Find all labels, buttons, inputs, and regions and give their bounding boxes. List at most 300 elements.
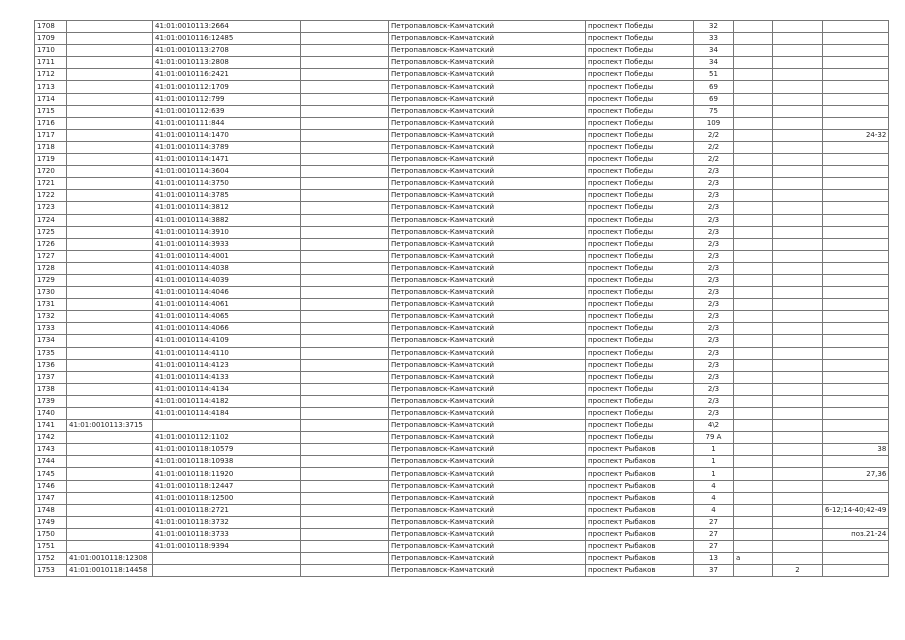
city-cell: Петропавловск-Камчатский: [389, 238, 586, 250]
street-cell: проспект Рыбаков: [586, 516, 694, 528]
building-cell: [773, 81, 823, 93]
house-letter-cell: [734, 190, 773, 202]
empty-cell: [301, 238, 389, 250]
city-cell: Петропавловск-Камчатский: [389, 178, 586, 190]
city-cell: Петропавловск-Камчатский: [389, 420, 586, 432]
row-number: 1732: [35, 311, 67, 323]
house-number-cell: 27: [694, 528, 734, 540]
house-letter-cell: [734, 178, 773, 190]
city-cell: Петропавловск-Камчатский: [389, 553, 586, 565]
cadastral-number-building: [67, 444, 153, 456]
building-cell: [773, 553, 823, 565]
empty-cell: [301, 335, 389, 347]
table-row: [35, 432, 889, 444]
cadastral-number-building: [67, 383, 153, 395]
apartment-numbers-cell: 24-32: [823, 129, 889, 141]
table-row: [35, 69, 889, 81]
empty-cell: [301, 262, 389, 274]
street-cell: проспект Рыбаков: [586, 565, 694, 577]
cadastral-number-building: [67, 408, 153, 420]
row-number: 1753: [35, 565, 67, 577]
city-cell: Петропавловск-Камчатский: [389, 214, 586, 226]
cadastral-number-building: [67, 129, 153, 141]
apartment-numbers-cell: [823, 432, 889, 444]
empty-cell: [301, 190, 389, 202]
street-cell: проспект Победы: [586, 81, 694, 93]
house-letter-cell: [734, 117, 773, 129]
row-number: 1722: [35, 190, 67, 202]
building-cell: [773, 202, 823, 214]
table-row: [35, 117, 889, 129]
table-row: [35, 81, 889, 93]
house-number-cell: 2/3: [694, 238, 734, 250]
house-letter-cell: [734, 45, 773, 57]
apartment-numbers-cell: 6-12;14-40;42-49: [823, 504, 889, 516]
cadastral-number-premises: 41:01:0010112:1102: [153, 432, 301, 444]
house-number-cell: 2/3: [694, 250, 734, 262]
table-row: [35, 299, 889, 311]
cadastral-number-premises: 41:01:0010118:9394: [153, 541, 301, 553]
house-letter-cell: [734, 468, 773, 480]
city-cell: Петропавловск-Камчатский: [389, 359, 586, 371]
cadastral-number-premises: 41:01:0010118:3732: [153, 516, 301, 528]
empty-cell: [301, 553, 389, 565]
house-number-cell: 37: [694, 565, 734, 577]
street-cell: проспект Рыбаков: [586, 553, 694, 565]
table-row: [35, 541, 889, 553]
table-row: [35, 33, 889, 45]
apartment-numbers-cell: [823, 516, 889, 528]
house-number-cell: 1: [694, 444, 734, 456]
cadastral-number-building: [67, 81, 153, 93]
house-number-cell: 27: [694, 516, 734, 528]
cadastral-number-premises: 41:01:0010118:11920: [153, 468, 301, 480]
cadastral-number-premises: 41:01:0010114:3910: [153, 226, 301, 238]
apartment-numbers-cell: [823, 21, 889, 33]
building-cell: [773, 250, 823, 262]
row-number: 1723: [35, 202, 67, 214]
house-number-cell: 2/3: [694, 262, 734, 274]
row-number: 1730: [35, 287, 67, 299]
row-number: 1739: [35, 395, 67, 407]
building-cell: [773, 420, 823, 432]
table-row: [35, 57, 889, 69]
cadastral-number-premises: [153, 553, 301, 565]
empty-cell: [301, 202, 389, 214]
building-cell: [773, 154, 823, 166]
table-row: [35, 166, 889, 178]
cadastral-number-premises: 41:01:0010118:3733: [153, 528, 301, 540]
city-cell: Петропавловск-Камчатский: [389, 335, 586, 347]
table-row: [35, 504, 889, 516]
house-number-cell: 2/3: [694, 287, 734, 299]
cadastral-number-building: [67, 395, 153, 407]
city-cell: Петропавловск-Камчатский: [389, 311, 586, 323]
apartment-numbers-cell: [823, 299, 889, 311]
cadastral-number-premises: 41:01:0010114:4066: [153, 323, 301, 335]
city-cell: Петропавловск-Камчатский: [389, 21, 586, 33]
cadastral-number-building: [67, 287, 153, 299]
empty-cell: [301, 468, 389, 480]
cadastral-number-premises: 41:01:0010114:4001: [153, 250, 301, 262]
cadastral-number-building: [67, 45, 153, 57]
building-cell: 2: [773, 565, 823, 577]
building-cell: [773, 214, 823, 226]
cadastral-number-premises: 41:01:0010114:3750: [153, 178, 301, 190]
building-cell: [773, 262, 823, 274]
house-letter-cell: [734, 226, 773, 238]
table-row: [35, 238, 889, 250]
building-cell: [773, 33, 823, 45]
cadastral-number-premises: 41:01:0010114:3812: [153, 202, 301, 214]
table-row: [35, 468, 889, 480]
row-number: 1733: [35, 323, 67, 335]
apartment-numbers-cell: [823, 262, 889, 274]
building-cell: [773, 456, 823, 468]
house-number-cell: 2/3: [694, 190, 734, 202]
building-cell: [773, 395, 823, 407]
row-number: 1708: [35, 21, 67, 33]
cadastral-number-building: 41:01:0010118:12308: [67, 553, 153, 565]
apartment-numbers-cell: [823, 178, 889, 190]
cadastral-number-building: [67, 166, 153, 178]
apartment-numbers-cell: поз.21-24: [823, 528, 889, 540]
apartment-numbers-cell: [823, 287, 889, 299]
row-number: 1740: [35, 408, 67, 420]
cadastral-number-premises: 41:01:0010114:3933: [153, 238, 301, 250]
table-row: [35, 129, 889, 141]
building-cell: [773, 45, 823, 57]
city-cell: Петропавловск-Камчатский: [389, 141, 586, 153]
cadastral-number-building: [67, 21, 153, 33]
row-number: 1724: [35, 214, 67, 226]
cadastral-number-building: [67, 492, 153, 504]
house-number-cell: 4: [694, 492, 734, 504]
house-number-cell: 2/3: [694, 395, 734, 407]
house-number-cell: 75: [694, 105, 734, 117]
street-cell: проспект Победы: [586, 33, 694, 45]
cadastral-number-building: [67, 117, 153, 129]
table-row: [35, 21, 889, 33]
apartment-numbers-cell: [823, 45, 889, 57]
street-cell: проспект Победы: [586, 178, 694, 190]
street-cell: проспект Рыбаков: [586, 480, 694, 492]
cadastral-number-premises: 41:01:0010114:1471: [153, 154, 301, 166]
empty-cell: [301, 166, 389, 178]
street-cell: проспект Рыбаков: [586, 504, 694, 516]
cadastral-number-building: [67, 262, 153, 274]
table-row: [35, 45, 889, 57]
empty-cell: [301, 420, 389, 432]
row-number: 1734: [35, 335, 67, 347]
city-cell: Петропавловск-Камчатский: [389, 81, 586, 93]
cadastral-number-premises: 41:01:0010112:799: [153, 93, 301, 105]
street-cell: проспект Победы: [586, 45, 694, 57]
row-number: 1710: [35, 45, 67, 57]
empty-cell: [301, 129, 389, 141]
row-number: 1728: [35, 262, 67, 274]
empty-cell: [301, 528, 389, 540]
table-row: [35, 383, 889, 395]
row-number: 1751: [35, 541, 67, 553]
cadastral-number-premises: 41:01:0010114:4184: [153, 408, 301, 420]
building-cell: [773, 408, 823, 420]
house-number-cell: 27: [694, 541, 734, 553]
apartment-numbers-cell: [823, 202, 889, 214]
table-row: [35, 202, 889, 214]
house-number-cell: 2/3: [694, 178, 734, 190]
street-cell: проспект Победы: [586, 226, 694, 238]
house-letter-cell: [734, 504, 773, 516]
apartment-numbers-cell: [823, 238, 889, 250]
street-cell: проспект Рыбаков: [586, 492, 694, 504]
street-cell: проспект Победы: [586, 395, 694, 407]
street-cell: проспект Победы: [586, 202, 694, 214]
house-number-cell: 4\2: [694, 420, 734, 432]
house-number-cell: 2/3: [694, 202, 734, 214]
house-letter-cell: [734, 33, 773, 45]
apartment-numbers-cell: [823, 274, 889, 286]
city-cell: Петропавловск-Камчатский: [389, 262, 586, 274]
cadastral-number-building: [67, 432, 153, 444]
city-cell: Петропавловск-Камчатский: [389, 299, 586, 311]
house-letter-cell: [734, 492, 773, 504]
cadastral-number-building: [67, 371, 153, 383]
house-number-cell: 2/2: [694, 129, 734, 141]
city-cell: Петропавловск-Камчатский: [389, 129, 586, 141]
building-cell: [773, 480, 823, 492]
city-cell: Петропавловск-Камчатский: [389, 323, 586, 335]
house-number-cell: 2/3: [694, 408, 734, 420]
cadastral-number-building: [67, 311, 153, 323]
apartment-numbers-cell: [823, 154, 889, 166]
cadastral-number-building: [67, 456, 153, 468]
street-cell: проспект Победы: [586, 371, 694, 383]
house-letter-cell: [734, 274, 773, 286]
cadastral-number-building: [67, 359, 153, 371]
street-cell: проспект Рыбаков: [586, 541, 694, 553]
cadastral-number-building: [67, 238, 153, 250]
house-letter-cell: [734, 214, 773, 226]
cadastral-number-building: [67, 33, 153, 45]
table-row: [35, 262, 889, 274]
cadastral-number-building: 41:01:0010113:3715: [67, 420, 153, 432]
row-number: 1736: [35, 359, 67, 371]
apartment-numbers-cell: [823, 553, 889, 565]
table-row: [35, 226, 889, 238]
house-number-cell: 34: [694, 45, 734, 57]
row-number: 1726: [35, 238, 67, 250]
apartment-numbers-cell: [823, 420, 889, 432]
city-cell: Петропавловск-Камчатский: [389, 408, 586, 420]
table-row: [35, 141, 889, 153]
apartment-numbers-cell: [823, 93, 889, 105]
table-row: [35, 456, 889, 468]
house-letter-cell: [734, 480, 773, 492]
house-number-cell: 2/3: [694, 323, 734, 335]
row-number: 1738: [35, 383, 67, 395]
table-row: [35, 190, 889, 202]
house-letter-cell: а: [734, 553, 773, 565]
building-cell: [773, 323, 823, 335]
street-cell: проспект Победы: [586, 274, 694, 286]
table-row: [35, 154, 889, 166]
city-cell: Петропавловск-Камчатский: [389, 274, 586, 286]
house-letter-cell: [734, 311, 773, 323]
empty-cell: [301, 565, 389, 577]
house-letter-cell: [734, 516, 773, 528]
street-cell: проспект Победы: [586, 432, 694, 444]
cadastral-number-building: [67, 528, 153, 540]
house-letter-cell: [734, 456, 773, 468]
street-cell: проспект Победы: [586, 287, 694, 299]
row-number: 1729: [35, 274, 67, 286]
street-cell: проспект Победы: [586, 129, 694, 141]
house-number-cell: 2/3: [694, 359, 734, 371]
row-number: 1715: [35, 105, 67, 117]
city-cell: Петропавловск-Камчатский: [389, 57, 586, 69]
cadastral-number-premises: 41:01:0010114:3785: [153, 190, 301, 202]
building-cell: [773, 117, 823, 129]
cadastral-number-premises: 41:01:0010114:3789: [153, 141, 301, 153]
city-cell: Петропавловск-Камчатский: [389, 444, 586, 456]
cadastral-number-premises: 41:01:0010112:1709: [153, 81, 301, 93]
street-cell: проспект Победы: [586, 262, 694, 274]
table-row: [35, 335, 889, 347]
empty-cell: [301, 432, 389, 444]
building-cell: [773, 504, 823, 516]
cadastral-number-building: [67, 480, 153, 492]
street-cell: проспект Победы: [586, 408, 694, 420]
table-row: [35, 93, 889, 105]
cadastral-number-premises: 41:01:0010114:4110: [153, 347, 301, 359]
empty-cell: [301, 492, 389, 504]
building-cell: [773, 129, 823, 141]
row-number: 1718: [35, 141, 67, 153]
cadastral-number-premises: 41:01:0010118:12500: [153, 492, 301, 504]
city-cell: Петропавловск-Камчатский: [389, 202, 586, 214]
building-cell: [773, 226, 823, 238]
city-cell: Петропавловск-Камчатский: [389, 226, 586, 238]
empty-cell: [301, 45, 389, 57]
empty-cell: [301, 21, 389, 33]
city-cell: Петропавловск-Камчатский: [389, 33, 586, 45]
house-letter-cell: [734, 420, 773, 432]
building-cell: [773, 541, 823, 553]
house-letter-cell: [734, 541, 773, 553]
house-letter-cell: [734, 105, 773, 117]
row-number: 1717: [35, 129, 67, 141]
cadastral-number-premises: 41:01:0010116:12485: [153, 33, 301, 45]
apartment-numbers-cell: [823, 105, 889, 117]
empty-cell: [301, 250, 389, 262]
house-letter-cell: [734, 250, 773, 262]
house-number-cell: 33: [694, 33, 734, 45]
house-letter-cell: [734, 444, 773, 456]
cadastral-number-building: [67, 335, 153, 347]
house-letter-cell: [734, 69, 773, 81]
table-row: [35, 274, 889, 286]
cadastral-number-premises: 41:01:0010118:10938: [153, 456, 301, 468]
row-number: 1720: [35, 166, 67, 178]
apartment-numbers-cell: [823, 57, 889, 69]
cadastral-number-premises: 41:01:0010113:2708: [153, 45, 301, 57]
cadastral-number-premises: 41:01:0010114:4133: [153, 371, 301, 383]
building-cell: [773, 166, 823, 178]
table-row: [35, 444, 889, 456]
row-number: 1745: [35, 468, 67, 480]
house-letter-cell: [734, 432, 773, 444]
row-number: 1719: [35, 154, 67, 166]
house-number-cell: 79 А: [694, 432, 734, 444]
house-number-cell: 51: [694, 69, 734, 81]
apartment-numbers-cell: [823, 347, 889, 359]
empty-cell: [301, 117, 389, 129]
house-letter-cell: [734, 371, 773, 383]
row-number: 1709: [35, 33, 67, 45]
cadastral-number-premises: 41:01:0010114:4065: [153, 311, 301, 323]
row-number: 1747: [35, 492, 67, 504]
cadastral-number-premises: 41:01:0010114:4134: [153, 383, 301, 395]
row-number: 1752: [35, 553, 67, 565]
row-number: 1748: [35, 504, 67, 516]
empty-cell: [301, 105, 389, 117]
empty-cell: [301, 214, 389, 226]
building-cell: [773, 347, 823, 359]
apartment-numbers-cell: [823, 335, 889, 347]
house-number-cell: 2/3: [694, 214, 734, 226]
apartment-numbers-cell: [823, 311, 889, 323]
house-letter-cell: [734, 347, 773, 359]
street-cell: проспект Рыбаков: [586, 468, 694, 480]
street-cell: проспект Победы: [586, 250, 694, 262]
street-cell: проспект Победы: [586, 154, 694, 166]
row-number: 1743: [35, 444, 67, 456]
house-number-cell: 32: [694, 21, 734, 33]
cadastral-number-building: [67, 202, 153, 214]
apartment-numbers-cell: [823, 492, 889, 504]
cadastral-number-building: [67, 250, 153, 262]
city-cell: Петропавловск-Камчатский: [389, 287, 586, 299]
street-cell: проспект Победы: [586, 311, 694, 323]
street-cell: проспект Победы: [586, 420, 694, 432]
row-number: 1725: [35, 226, 67, 238]
empty-cell: [301, 57, 389, 69]
table-row: [35, 492, 889, 504]
row-number: 1721: [35, 178, 67, 190]
apartment-numbers-cell: [823, 214, 889, 226]
apartment-numbers-cell: [823, 190, 889, 202]
house-number-cell: 4: [694, 504, 734, 516]
table-row: [35, 408, 889, 420]
cadastral-number-premises: [153, 420, 301, 432]
row-number: 1712: [35, 69, 67, 81]
property-register-table: [34, 20, 889, 577]
cadastral-number-building: [67, 226, 153, 238]
empty-cell: [301, 311, 389, 323]
apartment-numbers-cell: [823, 33, 889, 45]
cadastral-number-premises: 41:01:0010118:2721: [153, 504, 301, 516]
house-number-cell: 2/3: [694, 347, 734, 359]
street-cell: проспект Победы: [586, 93, 694, 105]
cadastral-number-building: [67, 299, 153, 311]
apartment-numbers-cell: 27,36: [823, 468, 889, 480]
apartment-numbers-cell: [823, 323, 889, 335]
table-row: [35, 250, 889, 262]
cadastral-number-building: [67, 347, 153, 359]
street-cell: проспект Победы: [586, 214, 694, 226]
row-number: 1714: [35, 93, 67, 105]
